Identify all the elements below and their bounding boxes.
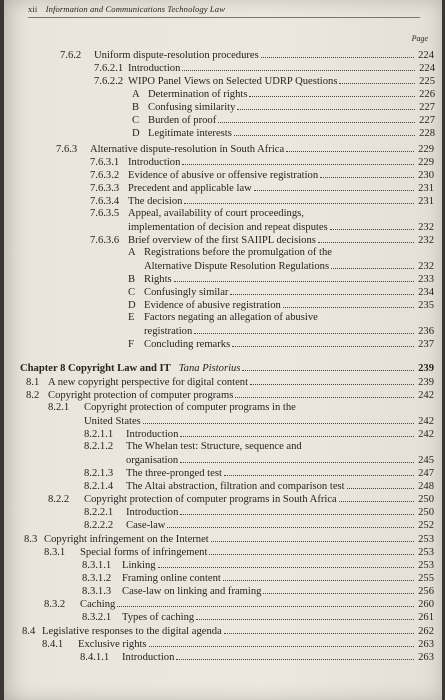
toc-entry: [44, 546, 434, 559]
toc-entry-number: 8.3.2: [44, 599, 66, 610]
toc-entry-number: 7.6.2: [60, 50, 82, 61]
toc-entry-continuation: [128, 221, 434, 234]
toc-entry-number: 8.3.1.2: [82, 573, 112, 584]
toc-entry: [84, 467, 434, 480]
toc-entry-number: A: [128, 247, 136, 258]
toc-entry-title: Linking: [122, 560, 156, 571]
toc-entry: [90, 156, 434, 169]
toc-entry-continuation: [126, 454, 434, 467]
dot-leader: [184, 195, 414, 204]
toc-entry-number: 8.4.1.1: [80, 652, 110, 663]
toc-entry-title: Brief overview of the first SAIIPL decisions: [128, 235, 316, 246]
toc-entry-number: 8.4.1: [42, 639, 64, 650]
toc-entry: [94, 62, 435, 75]
chapter-author: Tana Pistorius: [178, 363, 241, 374]
toc-entry-title: Case-law on linking and framing: [122, 586, 262, 597]
toc-entry-number: 7.6.3.6: [90, 235, 120, 246]
dot-leader: [263, 585, 414, 594]
toc-entry: [84, 506, 434, 519]
toc-entry-number: 8.2.1.3: [84, 468, 114, 479]
toc-entry-page: 242: [418, 416, 434, 427]
dot-leader: [158, 559, 414, 568]
toc-entry: [82, 585, 434, 598]
toc-entry: [82, 572, 434, 585]
toc-entry-number: 7.6.2.1: [94, 63, 124, 74]
toc-entry-title: Registrations before the promulgation of the: [144, 247, 332, 258]
toc-entry-page: 232: [418, 235, 434, 246]
toc-entry-title: A new copyright perspective for digital content: [48, 377, 249, 388]
toc-entry-page: 225: [419, 76, 435, 87]
toc-entry-title-continued: Alternative Dispute Resolution Regulations: [144, 261, 330, 272]
dot-leader: [331, 260, 414, 269]
dot-leader: [242, 362, 414, 371]
toc-entry-number: 8.3: [24, 534, 38, 545]
toc-entry-page: 255: [418, 573, 434, 584]
toc-entry-page: 260: [418, 599, 434, 610]
toc-entry-page: 231: [418, 183, 434, 194]
toc-entry: [132, 114, 435, 127]
toc-entry-page: 261: [418, 612, 434, 623]
dot-leader: [176, 651, 414, 660]
toc-entry-title-continued: registration: [144, 326, 193, 337]
toc-entry-page: 250: [418, 507, 434, 518]
dot-leader: [180, 506, 414, 515]
dot-leader: [117, 598, 414, 607]
toc-entry: [128, 286, 434, 299]
toc-entry-page: 232: [418, 261, 434, 272]
toc-entry-title: Rights: [144, 274, 172, 285]
dot-leader: [180, 454, 414, 463]
toc-entry: [60, 49, 434, 62]
header-page-number: xii: [28, 4, 38, 14]
toc-entry-title: Introduction: [122, 652, 175, 663]
toc-entry: [132, 101, 435, 114]
toc-entry-number: 8.2.1.4: [84, 481, 114, 492]
toc-entry-number: 8.4: [22, 626, 36, 637]
toc-entry-page: 233: [418, 274, 434, 285]
toc-entry-title: Determination of rights: [148, 89, 248, 100]
toc-entry-page: 232: [418, 222, 434, 233]
toc-entry-page: 253: [418, 560, 434, 571]
toc-entry-number: 7.6.2.2: [94, 76, 124, 87]
toc-entry-title: Framing online content: [122, 573, 221, 584]
toc-entry-page: 253: [418, 547, 434, 558]
toc-entry-number: 8.2.1.2: [84, 441, 114, 452]
toc-entry-number: B: [132, 102, 140, 113]
toc-entry: [56, 143, 434, 156]
chapter-heading: [20, 362, 434, 375]
dot-leader: [283, 299, 414, 308]
toc-entry-page: 229: [418, 157, 434, 168]
toc-entry: [90, 182, 434, 195]
dot-leader: [235, 389, 414, 398]
toc-entry-title-continued: implementation of decision and repeat disputes: [128, 222, 328, 233]
toc-entry-number: 8.3.1: [44, 547, 66, 558]
toc-entry: [132, 127, 435, 140]
toc-entry-title: Evidence of abusive or offensive registration: [128, 170, 319, 181]
toc-entry-page: 234: [418, 287, 434, 298]
toc-entry-page: 224: [419, 63, 435, 74]
toc-entry-number: 8.1: [26, 377, 40, 388]
toc-entry-title: Uniform dispute-resolution procedures: [94, 50, 259, 61]
dot-leader: [167, 519, 414, 528]
dot-leader: [339, 75, 415, 84]
toc-entry-title: Confusing similarity: [148, 102, 236, 113]
dot-leader: [209, 546, 414, 555]
toc-entry: [84, 480, 434, 493]
toc-entry: [128, 299, 434, 312]
toc-entry: [90, 208, 434, 220]
toc-entry-title: Evidence of abusive registration: [144, 300, 281, 311]
toc-entry-title: Legislative responses to the digital agenda: [42, 626, 222, 637]
dot-leader: [194, 325, 414, 334]
toc-entry-number: 8.2: [26, 390, 40, 401]
toc-entry: [128, 338, 434, 351]
toc-entry: [42, 638, 434, 651]
toc-entry-page: 224: [418, 50, 434, 61]
toc-entry-continuation: [144, 325, 434, 338]
toc-entry-title: Burden of proof: [148, 115, 217, 126]
toc-entry-number: E: [128, 312, 135, 323]
toc-entry-number: 7.6.3.1: [90, 157, 120, 168]
toc-entry-page: 239: [418, 363, 434, 374]
toc-entry: [132, 88, 435, 101]
toc-entry: [82, 559, 434, 572]
toc-entry: [80, 651, 434, 664]
toc-entry-number: B: [128, 274, 136, 285]
toc-entry-title: The decision: [128, 196, 183, 207]
dot-leader: [180, 428, 414, 437]
toc-entry-number: 7.6.3.2: [90, 170, 120, 181]
toc-entry-title: WIPO Panel Views on Selected UDRP Questions: [128, 76, 338, 87]
dot-leader: [224, 625, 414, 634]
toc-entry-page: 248: [418, 481, 434, 492]
toc-entry-page: 256: [418, 586, 434, 597]
dot-leader: [286, 143, 414, 152]
table-of-contents: [4, 0, 442, 700]
toc-entry-title: The Altai abstraction, filtration and comparison test: [126, 481, 345, 492]
toc-entry-number: 7.6.3.5: [90, 208, 120, 219]
toc-entry: [90, 234, 434, 247]
dot-leader: [232, 338, 414, 347]
toc-entry-page: 226: [419, 89, 435, 100]
toc-entry: [128, 273, 434, 286]
toc-entry-title: Introduction: [128, 63, 181, 74]
dot-leader: [254, 182, 414, 191]
toc-entry-number: 8.3.1.1: [82, 560, 112, 571]
dot-leader: [230, 286, 414, 295]
toc-entry-title: The Whelan test: Structure, sequence and: [126, 441, 302, 452]
toc-entry-number: 8.3.1.3: [82, 586, 112, 597]
toc-entry: [48, 493, 434, 506]
toc-entry-title: Copyright protection of computer programs in the: [84, 402, 296, 413]
toc-entry: [48, 402, 434, 414]
toc-entry: [90, 169, 434, 182]
toc-entry-page: 263: [418, 639, 434, 650]
dot-leader: [149, 638, 414, 647]
toc-entry-title: Introduction: [128, 157, 181, 168]
toc-entry: [26, 389, 434, 402]
toc-entry-page: 263: [418, 652, 434, 663]
toc-entry: [84, 441, 434, 453]
toc-entry-title: Legitimate interests: [148, 128, 232, 139]
toc-entry: [22, 625, 434, 638]
page-column-label: Page: [411, 34, 428, 43]
dot-leader: [223, 572, 414, 581]
toc-entry-title: Precedent and applicable law: [128, 183, 252, 194]
toc-entry-title: Alternative dispute-resolution in South Africa: [90, 144, 285, 155]
dot-leader: [250, 376, 414, 385]
toc-entry-title-continued: United States: [84, 416, 141, 427]
toc-entry-number: 8.2.1: [48, 402, 70, 413]
toc-entry-number: 8.2.2.2: [84, 520, 114, 531]
toc-entry-page: 239: [418, 377, 434, 388]
toc-entry-page: 252: [418, 520, 434, 531]
toc-entry-page: 229: [418, 144, 434, 155]
dot-leader: [249, 88, 415, 97]
toc-entry: [94, 75, 435, 88]
toc-entry-continuation: [144, 260, 434, 273]
dot-leader: [339, 493, 414, 502]
dot-leader: [237, 101, 415, 110]
dot-leader: [261, 49, 414, 58]
toc-entry: [82, 611, 434, 624]
toc-entry-page: 231: [418, 196, 434, 207]
toc-entry-number: D: [128, 300, 136, 311]
toc-entry-title: Appeal, availability of court proceedings,: [128, 208, 304, 219]
toc-entry-number: 8.2.1.1: [84, 429, 114, 440]
toc-entry: [24, 533, 434, 546]
toc-entry-page: 228: [419, 128, 435, 139]
toc-entry: [90, 195, 434, 208]
dot-leader: [330, 221, 414, 230]
toc-entry-title: Concluding remarks: [144, 339, 231, 350]
toc-entry-title: Copyright protection of computer programs: [48, 390, 234, 401]
dot-leader: [143, 415, 414, 424]
toc-entry-page: 262: [418, 626, 434, 637]
toc-entry-title: Exclusive rights: [78, 639, 147, 650]
dot-leader: [211, 533, 414, 542]
dot-leader: [320, 169, 414, 178]
toc-entry-title: Confusingly similar: [144, 287, 229, 298]
dot-leader: [224, 467, 414, 476]
dot-leader: [182, 62, 415, 71]
toc-entry-page: 245: [418, 455, 434, 466]
toc-entry-page: 242: [418, 390, 434, 401]
dot-leader: [347, 480, 414, 489]
toc-entry-title: Special forms of infringement: [80, 547, 208, 558]
toc-entry: [128, 312, 434, 324]
toc-entry-page: 227: [419, 115, 435, 126]
toc-entry: [84, 428, 434, 441]
toc-entry-title: Copyright infringement on the Internet: [44, 534, 209, 545]
toc-entry-number: 8.3.2.1: [82, 612, 112, 623]
header-running-title: Information and Communications Technology Law: [45, 4, 226, 14]
toc-entry: [84, 519, 434, 532]
dot-leader: [182, 156, 414, 165]
dot-leader: [196, 611, 414, 620]
toc-entry-title-continued: organisation: [126, 455, 179, 466]
toc-entry-title: Case-law: [126, 520, 166, 531]
toc-entry-page: 242: [418, 429, 434, 440]
toc-entry-page: 250: [418, 494, 434, 505]
dot-leader: [174, 273, 414, 282]
toc-entry-title: Factors negating an allegation of abusive: [144, 312, 318, 323]
toc-entry-page: 236: [418, 326, 434, 337]
toc-entry-page: 237: [418, 339, 434, 350]
toc-entry-title: Types of caching: [122, 612, 195, 623]
toc-entry-page: 235: [418, 300, 434, 311]
toc-entry-title: Copyright Law and IT: [68, 363, 171, 374]
toc-entry-title: Copyright protection of computer programs in South Africa: [84, 494, 337, 505]
dot-leader: [218, 114, 415, 123]
toc-entry-title: Introduction: [126, 507, 179, 518]
toc-entry-page: 247: [418, 468, 434, 479]
dot-leader: [318, 234, 414, 243]
dot-leader: [234, 127, 415, 136]
toc-entry-number: F: [128, 339, 134, 350]
toc-entry-page: 253: [418, 534, 434, 545]
book-page: [4, 0, 442, 700]
toc-entry-number: C: [132, 115, 140, 126]
toc-entry-page: 227: [419, 102, 435, 113]
toc-entry-number: 8.2.2: [48, 494, 70, 505]
toc-entry-number: 7.6.3.3: [90, 183, 120, 194]
toc-entry-continuation: [84, 415, 434, 428]
toc-entry-title: The three-pronged test: [126, 468, 222, 479]
toc-entry-number: 8.2.2.1: [84, 507, 114, 518]
toc-entry: [128, 247, 434, 259]
toc-entry-number: C: [128, 287, 136, 298]
toc-entry-number: D: [132, 128, 140, 139]
toc-entry-number: Chapter 8: [20, 363, 66, 374]
toc-entry: [26, 376, 434, 389]
toc-entry: [44, 598, 434, 611]
toc-entry-title: Caching: [80, 599, 116, 610]
toc-entry-number: A: [132, 89, 140, 100]
toc-entry-number: 7.6.3.4: [90, 196, 120, 207]
toc-entry-title: Introduction: [126, 429, 179, 440]
toc-entry-number: 7.6.3: [56, 144, 78, 155]
toc-entry-page: 230: [418, 170, 434, 181]
